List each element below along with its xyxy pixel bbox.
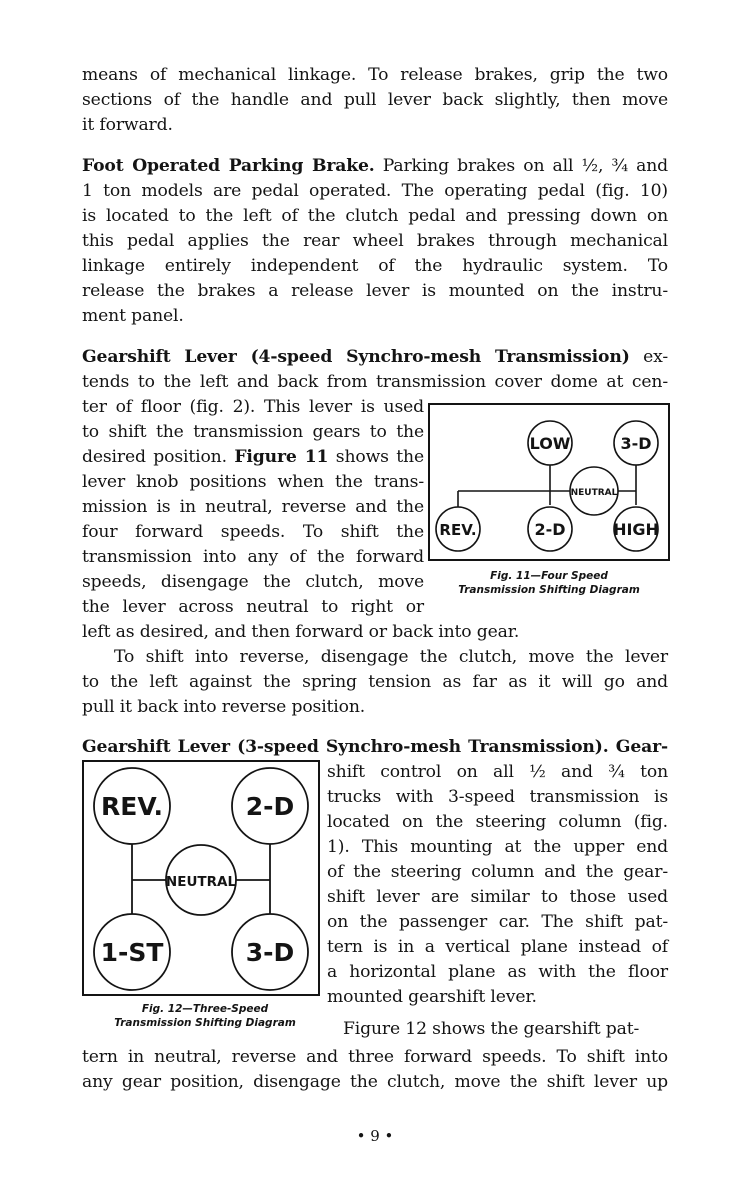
position-neutral-label: NEUTRAL (165, 874, 237, 890)
text-line: speeds, disengage the clutch, move (82, 572, 424, 592)
position-reverse-label: REV. (439, 521, 477, 539)
figure-11-reference: Figure 11 (234, 447, 329, 467)
position-high-label: HIGH (613, 520, 659, 539)
position-second-label: 2-D (245, 792, 295, 821)
figure-11-caption: Fig. 11—Four Speed Transmission Shifting Diagram (458, 570, 640, 596)
position-first-label: 1-ST (100, 938, 164, 967)
text-line: to the left against the spring tension as far as it will go and (82, 672, 668, 692)
text-line: a horizontal plane as with the floor (327, 962, 668, 982)
text-line: left as desired, and then forward or back into gear. (82, 622, 520, 642)
text-line: sections of the handle and pull lever back slightly, then move (82, 90, 668, 110)
text-line: Foot Operated Parking Brake. Parking brakes on all ½, ¾ and (82, 156, 668, 176)
text-line: tends to the left and back from transmission cover dome at cen- (82, 372, 668, 392)
text-line: on the passenger car. The shift pat- (327, 912, 668, 932)
text-line: Gearshift Lever (4-speed Synchro-mesh Transmission) ex- (82, 347, 669, 367)
text-line: tern in neutral, reverse and three forward speeds. To shift into (82, 1047, 668, 1067)
page-number: • 9 • (356, 1127, 394, 1145)
text-line: ment panel. (82, 306, 184, 326)
text-line: mounted gearshift lever. (327, 987, 537, 1007)
text-line: of the steering column and the gear- (327, 862, 668, 882)
section-heading-4-speed: Gearshift Lever (4-speed Synchro-mesh Transmission) (82, 347, 630, 367)
text-line: is located to the left of the clutch pedal and pressing down on (82, 206, 668, 226)
text-line: shift control on all ½ and ¾ ton (327, 762, 668, 782)
text-line: desired position. Figure 11 shows the (82, 447, 424, 467)
shift-pattern-3-speed (84, 762, 318, 994)
text-line: transmission into any of the forward (82, 547, 424, 567)
text-line: this pedal applies the rear wheel brakes through mechanical (82, 231, 668, 251)
text-line: four forward speeds. To shift the (82, 522, 424, 542)
position-second-label: 2-D (534, 520, 566, 539)
text-line: linkage entirely independent of the hydraulic system. To (82, 256, 668, 276)
text-line: Gearshift Lever (3-speed Synchro-mesh Transmission). Gear- (82, 737, 668, 757)
text-line: To shift into reverse, disengage the clutch, move the lever (114, 647, 668, 667)
text-line: mission is in neutral, reverse and the (82, 497, 424, 517)
position-low-label: LOW (529, 434, 571, 453)
figure-11-four-speed-diagram (428, 403, 670, 561)
figure-12-three-speed-diagram (82, 760, 320, 996)
figure-12-caption: Fig. 12—Three-Speed Transmission Shifting Diagram (114, 1003, 296, 1029)
text-line: to shift the transmission gears to the (82, 422, 424, 442)
text-line: means of mechanical linkage. To release brakes, grip the two (82, 65, 668, 85)
position-reverse-label: REV. (101, 792, 163, 821)
text-line: the lever across neutral to right or (82, 597, 424, 617)
text-line: lever knob positions when the trans- (82, 472, 424, 492)
shift-pattern-4-speed (430, 405, 668, 559)
text-line: any gear position, disengage the clutch, move the shift lever up (82, 1072, 668, 1092)
position-neutral-label: NEUTRAL (570, 488, 618, 498)
text-line: located on the steering column (fig. (327, 812, 668, 832)
text-line: shift lever are similar to those used (327, 887, 668, 907)
text-line: tern is in a vertical plane instead of (327, 937, 668, 957)
text-line: 1 ton models are pedal operated. The operating pedal (fig. 10) (82, 181, 668, 201)
position-third-label: 3-D (245, 938, 295, 967)
section-heading-foot-brake: Foot Operated Parking Brake. (82, 156, 375, 176)
position-third-label: 3-D (620, 434, 652, 453)
text-line: trucks with 3-speed transmission is (327, 787, 668, 807)
text-line: 1). This mounting at the upper end (327, 837, 668, 857)
text-line: ter of floor (fig. 2). This lever is used (82, 397, 424, 417)
text-line: it forward. (82, 115, 173, 135)
text-line: Figure 12 shows the gearshift pat- (343, 1019, 640, 1039)
text-line: release the brakes a release lever is mounted on the instru- (82, 281, 668, 301)
text-line: pull it back into reverse position. (82, 697, 366, 717)
section-heading-3-speed: Gearshift Lever (3-speed Synchro-mesh Transmission). (82, 737, 609, 757)
